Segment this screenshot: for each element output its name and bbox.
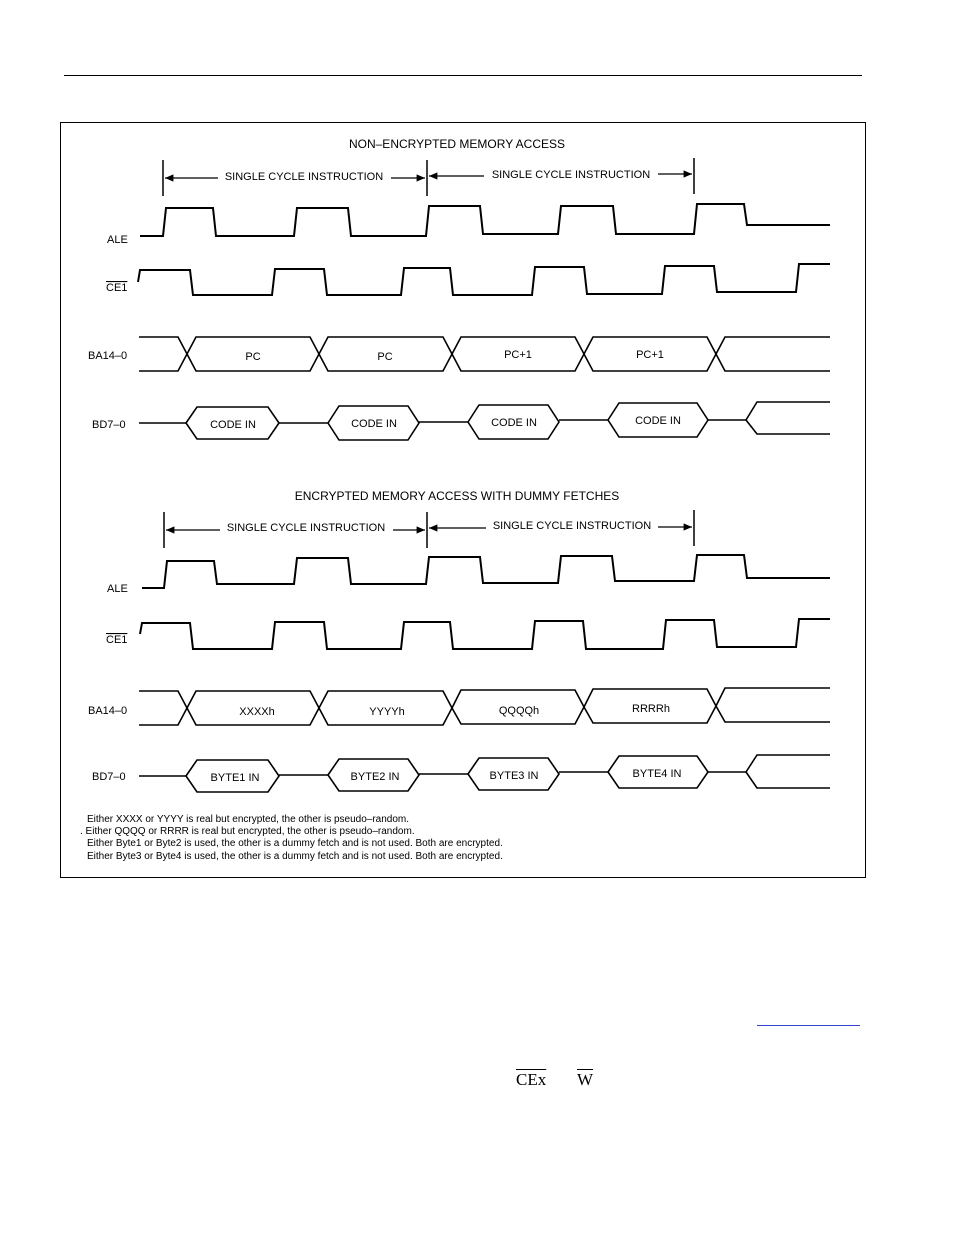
bottom-ce1-waveform — [140, 619, 830, 649]
w-signal-text: $\overline{W}$ — [577, 1070, 594, 1089]
top-cycle1-label: SINGLE CYCLE INSTRUCTION — [224, 171, 384, 183]
diagram-notes — [80, 814, 503, 862]
top-ale-label: ALE — [107, 234, 128, 246]
top-bd-value-3: CODE IN — [491, 417, 537, 429]
top-ba-value-1: PC — [245, 351, 261, 363]
top-ba-value-4: PC+1 — [636, 349, 664, 361]
top-ba-label: BA14–0 — [88, 350, 128, 362]
top-ba-value-3: PC+1 — [504, 349, 532, 361]
bottom-ale-waveform — [142, 555, 830, 588]
bottom-ba-value-4: RRRRh — [632, 703, 670, 715]
note-4: Either Byte3 or Byte4 is used, the other is a dummy fetch and is not used. Both are encrypted. — [87, 851, 503, 862]
bottom-bd-value-2: BYTE2 IN — [350, 771, 400, 783]
top-title: NON–ENCRYPTED MEMORY ACCESS — [348, 137, 566, 151]
link-underline[interactable] — [757, 1025, 860, 1026]
top-ale-waveform — [140, 204, 830, 236]
bottom-cycle1-label: SINGLE CYCLE INSTRUCTION — [226, 522, 386, 534]
bottom-ale-label: ALE — [107, 583, 128, 595]
top-ba-value-2: PC — [377, 351, 393, 363]
note-3: Either Byte1 or Byte2 is used, the other is a dummy fetch and is not used. Both are encrypted. — [87, 838, 503, 849]
bottom-ce1-label: CE1 — [106, 634, 128, 646]
bottom-bd-value-4: BYTE4 IN — [632, 768, 682, 780]
top-ce1-label: CE1 — [106, 282, 128, 294]
top-ba-bus — [139, 337, 830, 371]
top-bd-value-1: CODE IN — [210, 419, 256, 431]
bottom-ba-value-2: YYYYh — [369, 706, 405, 718]
bottom-section — [88, 489, 830, 792]
bottom-bd-label: BD7–0 — [92, 771, 126, 783]
bottom-ba-value-1: XXXXh — [239, 706, 275, 718]
top-cycle2-label: SINGLE CYCLE INSTRUCTION — [491, 169, 651, 181]
bottom-title: ENCRYPTED MEMORY ACCESS WITH DUMMY FETCHES — [294, 489, 620, 503]
note-1: Either XXXX or YYYY is real but encrypted, the other is pseudo–random. — [87, 814, 410, 825]
note-2: . Either QQQQ or RRRR is real but encrypted, the other is pseudo–random. — [80, 826, 415, 837]
top-bd-value-4: CODE IN — [635, 415, 681, 427]
bottom-bd-value-1: BYTE1 IN — [210, 772, 260, 784]
bottom-ba-value-3: QQQQh — [498, 705, 540, 717]
top-bd-value-2: CODE IN — [351, 418, 397, 430]
bottom-ba-label: BA14–0 — [88, 705, 128, 717]
top-bd-label: BD7–0 — [92, 419, 126, 431]
bottom-cycle2-label: SINGLE CYCLE INSTRUCTION — [492, 520, 652, 532]
top-ce1-waveform — [138, 264, 830, 295]
bottom-bd-value-3: BYTE3 IN — [489, 770, 539, 782]
top-section — [88, 137, 830, 440]
cex-signal-text: $\overline{CEx}$ — [516, 1070, 547, 1089]
